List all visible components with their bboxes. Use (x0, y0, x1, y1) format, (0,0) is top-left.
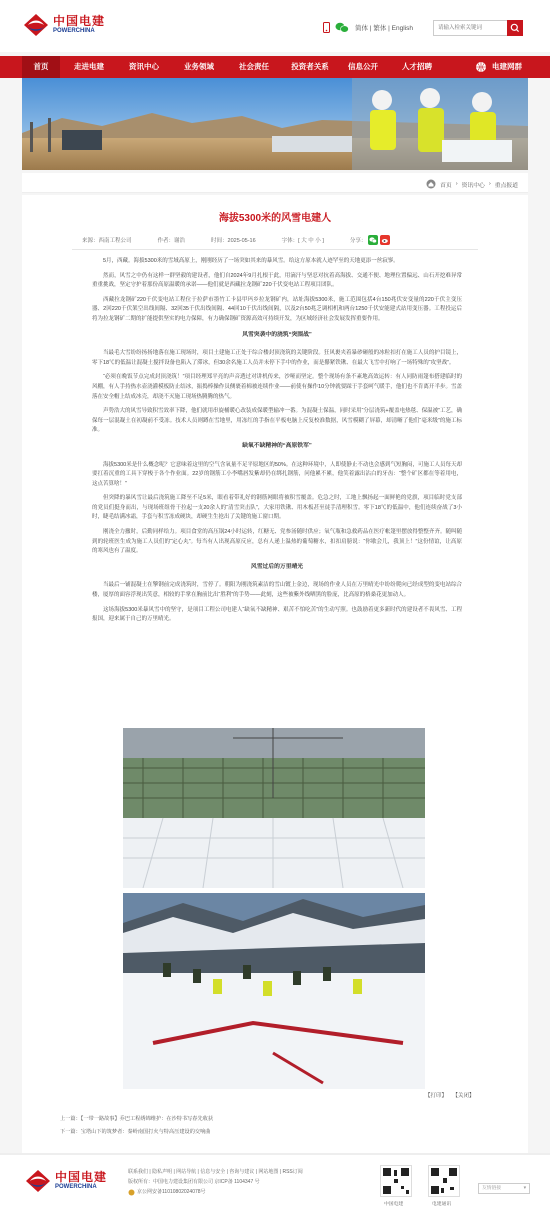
article-actions (425, 1091, 475, 1099)
article-title: 海拔5300米的风雪电建人 (218, 213, 332, 224)
footer-logo-cn: 中国电建 (55, 1170, 108, 1184)
print-button[interactable]: 【打印】 (425, 1093, 448, 1099)
nav-item-careers[interactable]: 人才招聘 (402, 62, 432, 71)
section-heading: 风雪突袭中的浇筑“突围战” (242, 331, 312, 338)
article-body (92, 257, 462, 630)
prev-article-link[interactable]: 上一篇：【一带一路故事】乔巴工程绣锦维护：在沙特书写春先收获 (60, 1116, 214, 1122)
close-button[interactable]: 【关闭】 (452, 1093, 475, 1099)
site-logo[interactable] (22, 13, 105, 37)
nav-item-home[interactable]: 首页 (22, 56, 60, 78)
search-button[interactable] (507, 20, 523, 36)
main-nav (0, 56, 550, 78)
article-paragraph: 然而，风雪之中仍有这样一群坚毅的建设者，他们自2024年9月扎根于此，用滴汗与坚忍对抗着高海拔、交通不便、地理位置偏远、山石开挖难异常重重挑战，坚定守护着那份高原温暖的承诺——他们就是西藏拉龙钢矿220千伏变电站工程项目团队。 (92, 272, 462, 289)
article-paragraph: 海拔5300米是什么概念呢？它意味着这里的空气含氧量不足平原地区的50%。在这种环境中，人即使静止不动也会感到气短胸闷，可施工人员每天却要扛着沉重的工具下穿梭于各个作业面。22岁的钢筋工小李嘴唇发紫却仍在绑扎钢筋，问他累不累，他笑着露出沾白的牙齿：“整个矿区都在等着用电，这点苦算啥！” (92, 461, 462, 487)
meta-divider (72, 249, 478, 250)
article-paragraph: 刚浇全力撤时，后勤同样给力。项目食堂的高压锅24小时运转，红糖无、党参汤随时供应；氧气瓶和急救药品在医疗帐篷里摆放得整整齐齐。随叫随到的轮班医生成为施工人员们的“定心丸”。每当有人出现高原反应，总有人递上温热的葡萄糖水，扣扣肩膀说：“你歇会儿，我顶上！”这份情谊，让高原的寒风也有了温度。 (92, 529, 462, 555)
article-container (22, 195, 528, 1153)
footer-info (128, 1167, 303, 1197)
article-paragraph: 当最毛大雪纷纷扬扬地落在施工现场时，项目土建施工正处于综合楼封顶浇筑的关键阶段。狂风裹夹着暴砂砸般的冰粒扣打在施工人员的护目镜上，零下18℃的低温让混凝土搅拌设备也陷入了滞冰，但30余名施工人员并未停下手中的作业，而是攥紧铁锹、在最大飞雪中打响了一场特殊的“攻坚战”。 (92, 350, 462, 366)
search-input[interactable] (434, 21, 508, 35)
section-heading: 缺氧不缺精神的“高原铁军” (242, 442, 312, 449)
weibo-share-icon (380, 235, 390, 245)
search-box (433, 20, 523, 36)
article-paragraph: 但突降的暴风雪让最后浇筑施工降至不足5米，眼看着带礼好的钢筋网眼将被积雪覆盖。危急之时，工地上飘扬起一面鲜艳的党旗，项目临时党支部的党员们挺身而出，与现场班组骨干拉起一支20余人的“清雪突击队”，大家用铁锹、用木板甚至徒手清理积雪。零下18℃的低温中，他们连续奋战了3小时，睫毛结满冰霜，手套与积雪冻成硬块，却硬生生抢出了关键的施工窗口期。 (92, 495, 462, 521)
article-meta (82, 235, 472, 245)
breadcrumb-sep-icon: › (488, 181, 491, 187)
logo-cn-text: 中国电建 (53, 14, 106, 28)
home-icon (426, 179, 436, 189)
footer-logo-en: POWERCHINA (55, 1184, 97, 1190)
chevron-down-icon: ▾ (523, 1186, 526, 1191)
friend-links-select[interactable] (478, 1183, 530, 1194)
share-label: 分享： (349, 238, 367, 244)
article-paragraph: 西藏拉龙钢矿220千伏变电站工程位于拉萨市墨竹工卡县甲玛乡拉龙钢矿内，站址海拔5300米，施工范围包括4台150兆伏安变量的220千伏主变压器、2回220千伏架空出线间隔、32回35千伏出线间隔、44回10千伏出线间隔，以及2台50兆乏调相机和两台1250千伏安能建式站用变压器。工程投运后将为拉龙钢矿二期的扩能提供坚实的电力保障，有力确保钢矿资源高效可持续开发，为区域经济社会发展发挥重要作用。 (92, 296, 462, 322)
lang-traditional-link[interactable]: 繁体 (373, 25, 387, 32)
powerchina-logo-icon (22, 13, 50, 37)
nav-item-news[interactable]: 资讯中心 (129, 62, 159, 71)
nav-item-investors[interactable]: 投资者关系 (291, 62, 329, 71)
footer-logo[interactable] (24, 1169, 107, 1193)
article-source: 来源：西南工程公司 (82, 238, 132, 244)
mobile-icon[interactable] (323, 22, 330, 35)
breadcrumb-section[interactable]: 资讯中心 (461, 182, 485, 189)
article-photo-construction-site (123, 728, 425, 888)
nav-item-about[interactable]: 走进电建 (74, 62, 104, 71)
qr1-label: 中国电建 (384, 1202, 404, 1207)
section-heading: 风雪过后的万里晴光 (250, 563, 304, 570)
logo-en-text: POWERCHINA (53, 28, 95, 34)
site-header (0, 0, 550, 52)
qr-code-icon (428, 1165, 460, 1197)
article-date: 时间：2025-05-16 (211, 238, 256, 244)
qr2-label: 电建通讯 (432, 1202, 452, 1207)
globe-icon (474, 61, 488, 73)
article-paragraph: 5月，西藏。海拔5300米的雪域高原上，刚刚经历了一场突如其来的暴风雪。给这方原本就人迹罕至的天地更添一丝寂寥。 (103, 258, 399, 264)
nav-item-group-sites-label: 电建网群 (492, 62, 522, 71)
article-photo-snow-clearing (123, 893, 425, 1089)
article-author: 作者：谢浩 (157, 238, 186, 244)
footer-links[interactable]: 联系我们 | 隐私声明 | 网站导航 | 信息与安全 | 咨询与建议 | 网站地图 | RSS订阅 (128, 1169, 303, 1175)
article-paragraph: 声势浩大的风雪导致积雪效率下降，他们就用串旋桶暖心改装成保暖型输冲一番。为混凝土保温，同时采用“分层浇筑+覆盖电热毯、保温被”工艺，确保每一层混凝土在初凝前不受冻。技术人员则蹲在雪地里，用冻红的手指在平板电脑上反复校准数据，风雪模糊了屏幕，却清晰了他们“毫米级”的施工标准。 (92, 408, 462, 434)
breadcrumb-home[interactable]: 首页 (440, 182, 452, 189)
language-switcher: 简体 | 繁体 | English (355, 25, 413, 32)
footer-copyright: 版权所有：中国电力建设集团有限公司 (128, 1179, 214, 1185)
footer-icp[interactable]: 京ICP备 1104347 号 (214, 1179, 260, 1185)
article-paragraph: 当最后一铺混凝土在擎钢前完成浇筑时，雪停了。朝阳为刚浇筑素洁的雪山镀上金边，现场的作业人员在万里晴光中纷纷爬向已经成型的变电站综合楼，厦厚的面容浮现出笑意，相较的手掌在胸前比出“胜利”的手势——此刻，这些被紫外线晒黑的脸庞，比高原的格桑花更加动人。 (92, 582, 462, 599)
lang-english-link[interactable]: English (391, 25, 413, 32)
police-badge-icon (128, 1189, 135, 1196)
nav-item-disclosure[interactable]: 信息公开 (348, 62, 378, 71)
qr-code-icon (380, 1165, 412, 1197)
lang-simplified-link[interactable]: 简体 (355, 25, 368, 32)
font-size-control[interactable]: 字体：[ 大 中 小 ] (281, 238, 324, 244)
breadcrumb-sep-icon: › (455, 181, 458, 187)
nav-item-business[interactable]: 业务领域 (184, 62, 214, 71)
breadcrumb (22, 173, 528, 193)
next-article-link[interactable]: 下一篇：宝塔山下的筑梦者：秦岭南国打火与特高压建设的交响曲 (60, 1129, 211, 1135)
search-icon (507, 20, 523, 36)
nav-item-group-sites[interactable] (462, 56, 534, 78)
hero-banner-image (22, 78, 528, 170)
powerchina-logo-icon (24, 1169, 52, 1193)
footer-beian[interactable]: 京公网安备11010802024078号 (137, 1189, 206, 1195)
site-footer (0, 1153, 550, 1216)
article-paragraph: “必须在晚饭节点完成封顶浇筑！”项目经理郑平亮的声音透过对讲机传来，沙哑而坚定。整个现场有条不紊地高效运转：有人同防雨篷布搭建临时的风棚，有人手持热水壶浇灌模板防止结冰，振捣棒操作员侧裹着棉被连续作业——前使有操作10分钟就要踩于手套呵气暖手，他们也不肯离开半步。雪盖落在安全帽上结成冰壳，却浇不灭施工现场热腾腾的热气。 (92, 374, 462, 400)
friend-links-label: 友情链接 (482, 1186, 502, 1191)
article-paragraph: 这场海拔5300米暴风雪中的坚守，是项目工程公司电建人“缺氧不缺精神、艰苦不怕吃苦”的生动写照。也鼓励着更多新时代的建设者不畏风雪、工程报国，迎来属于自己的万里晴光。 (92, 606, 462, 623)
breadcrumb-current[interactable]: 重点报道 (494, 182, 518, 189)
wechat-icon[interactable] (335, 22, 349, 35)
nav-item-responsibility[interactable]: 社会责任 (239, 62, 269, 71)
wechat-share-icon (368, 235, 378, 245)
